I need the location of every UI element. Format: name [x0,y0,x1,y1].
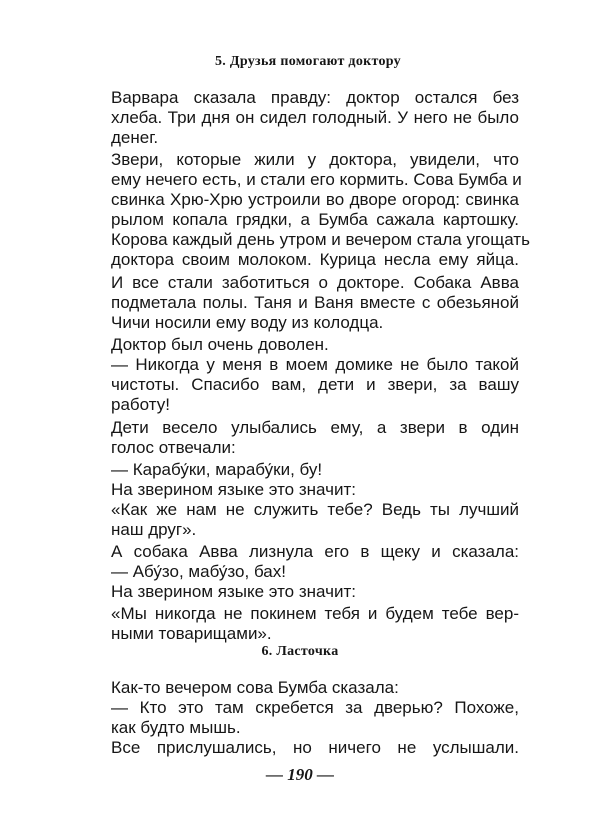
text-line: Доктор был очень доволен. [111,335,329,354]
text-line: ными товарищами». [111,624,272,643]
text-line: «Мы никогда не покинем тебя и будем тебе вер- [111,604,519,623]
text-line: голос отвечали: [111,438,236,457]
chapter-heading-6: 6. Ласточка [261,644,339,659]
text-line: наш друг». [111,520,197,539]
text-line: На зверином языке это значит: [111,582,356,601]
text-line: — Никогда у меня в моем домике не было такой [111,355,519,374]
text-line: подметала полы. Таня и Ваня вместе с обезьяной [111,293,519,312]
text-line: как будто мышь. [111,718,241,737]
text-line: рылом копала грядки, а Бумба сажала картошку. [111,210,519,229]
chapter-heading-5: 5. Друзья помогают доктору [215,54,401,69]
text-line: ему нечего есть, и стали его кормить. Сова Бумба и [111,170,522,189]
text-line: На зверином языке это значит: [111,480,356,499]
text-line: Дети весело улыбались ему, а звери в один [111,418,519,437]
text-line: работу! [111,395,170,414]
text-line: — Кто это там скребется за дверью? Похоже, [111,698,519,717]
text-line: — Карабу́ки, марабу́ки, бу! [111,460,323,479]
text-line: Корова каждый день утром и вечером стала угощать [111,230,530,249]
text-line: Как-то вечером сова Бумба сказала: [111,678,399,697]
text-line: «Как же нам не служить тебе? Ведь ты лучший [111,500,519,519]
text-line: доктора своим молоком. Курица несла ему яйца. [111,250,519,269]
text-line: денег. [111,128,159,147]
text-line: хлеба. Три дня он сидел голодный. У него не было [111,108,519,127]
text-line: Варвара сказала правду: доктор остался без [111,88,519,107]
text-line: — Абу́зо, мабу́зо, бах! [111,562,286,581]
text-line: свинка Хрю-Хрю устроили во дворе огород: свинка [111,190,519,209]
text-line: А собака Авва лизнула его в щеку и сказала: [111,542,519,561]
text-line: чистоты. Спасибо вам, дети и звери, за вашу [111,375,519,394]
text-line: Звери, которые жили у доктора, увидели, что [111,150,519,169]
text-line: И все стали заботиться о докторе. Собака Авва [111,273,519,292]
text-line: Чичи носили ему воду из колодца. [111,313,384,332]
text-line: Все прислушались, но ничего не услышали. [111,738,519,757]
page-number: — 190 — [266,765,334,784]
